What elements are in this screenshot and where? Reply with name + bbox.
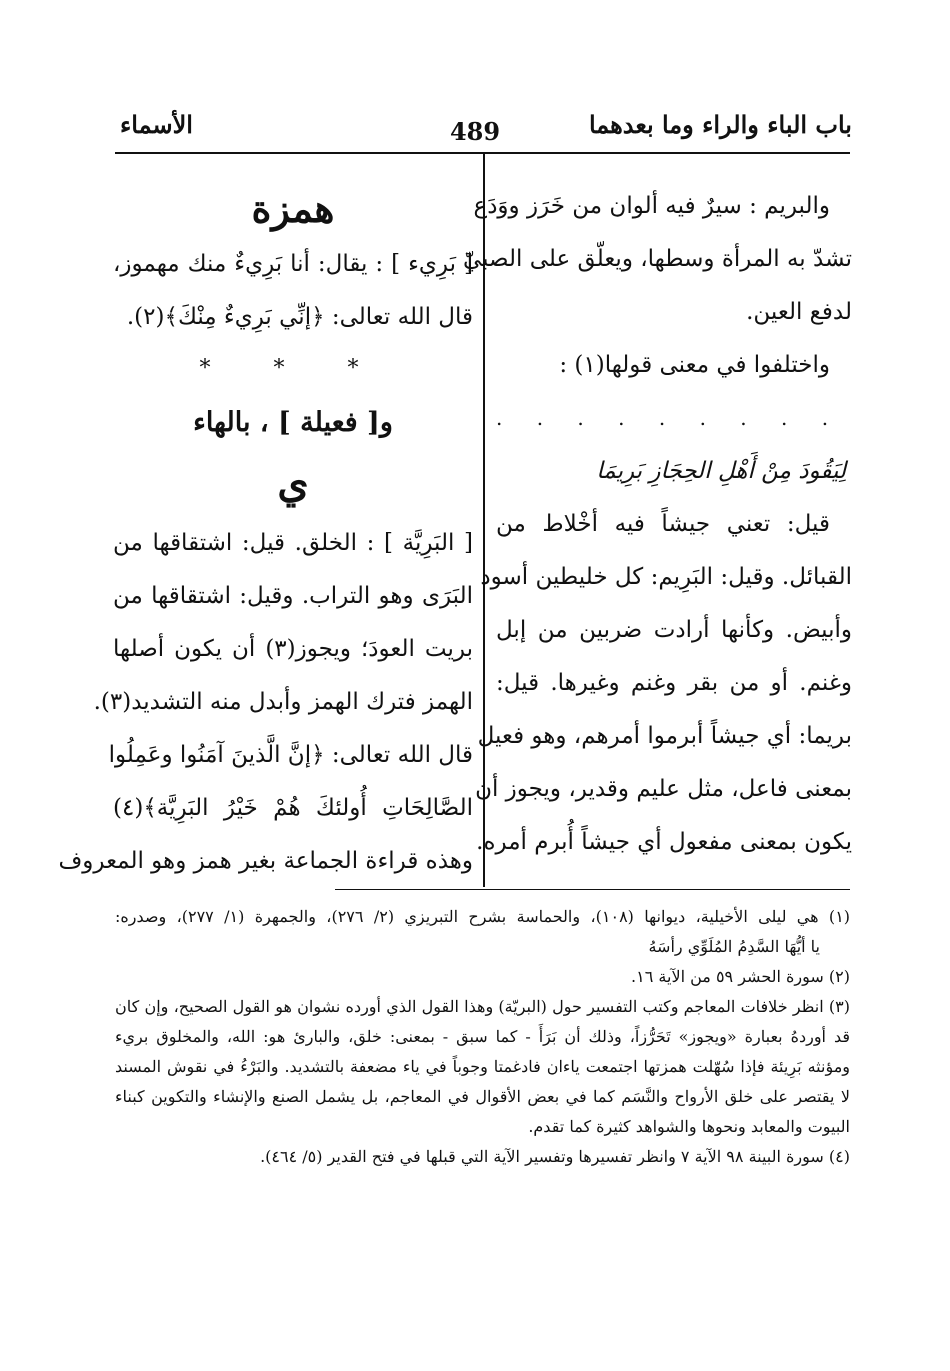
right-column [462,180,852,869]
running-header-section: الأسماء [120,110,193,139]
subheading: و[ فعيلة ] ، بالهاء [193,407,393,438]
text-line: واختلفوا في معنى قولها(١) : [559,352,830,378]
footnote-rule [335,889,850,890]
text-line: تشدّ به المرأة وسطها، ويعلّق على الصبيّ [462,246,852,272]
page-number: 489 [449,117,501,146]
footnote-line: (٣) انظر خلافات المعاجم وكتب التفسير حول (البريّة) وهذا القول الذي أورده نشوان هو القول الصحيح، وإن كان [115,997,850,1016]
text-line: الصَّالِحَاتِ أُولئكَ هُمْ خَيْرُ البَرِيَّة﴾(٤) [113,795,473,821]
text-line: الهمز فترك الهمز وأبدل منه التشديد(٣). [93,689,473,715]
footnote-line: ومؤنثه بَرِيئة فإذا سُهّلت همزتها اجتمعت ياءان فادغمتا وجوباً في ياء مضعفة بالتشديد. والبَرْءُ في نقوش المسند [115,1057,850,1076]
text-line: بمعنى فاعل، مثل عليم وقدير، ويجوز أن [475,776,852,802]
section-heading: همزة [251,186,335,231]
footnote-line: البيوت والمعابد ونحوها والشواهد كثيرة كما تقدم. [528,1117,850,1136]
letter-heading: ي [277,460,309,507]
footnote-line: قد أوردهُ بعبارة «ويجوز» تَحَرُّزاً، وذلك أن بَرَأَ - كما سبق - بمعنى: خلق، والبارئ هو: الله، والمخلوق بريء [115,1027,851,1046]
footnote-verse: يا أيُّهَا السَّدِمُ المُلَوِّي رأسَهُ [648,937,820,956]
text-line: وأبيض. وكأنها أرادت ضربين من إبل [496,617,852,643]
footnote-line: (٤) سورة البينة ٩٨ الآية ٧ وانظر تفسيرها وتفسير الآية التي قبلها في فتح القدير (٥/ ٤٦٤). [260,1147,850,1166]
footnote-line: لا يقتصر على خلق الأرواح والنَّسَم كما في بعض الأقوال في المعاجم، بل يشمل الصنع والإنشاء والتكوين كبناء [115,1087,850,1106]
text-line: قيل: تعني جيشاً فيه أخْلاط من [496,511,830,537]
text-line: وهذه قراءة الجماعة بغير همز وهو المعروف [58,848,473,874]
text-line: يكون بمعنى مفعول أي جيشاً أُبرم أمره. [476,829,852,855]
footnotes [115,902,850,1172]
left-column [58,180,473,888]
text-line: والبريم : سيرٌ فيه ألوان من خَرَز ووَدَع [473,193,830,219]
text-line: بريت العودَ؛ ويجوز(٣) أن يكون أصلها [113,636,473,662]
text-line: بريما: أي جيشاً أبرموا أمرهم، وهو فعيل [477,723,852,749]
footnote-line: (٢) سورة الحشر ٥٩ من الآية ١٦. [631,967,850,986]
ellipsis-line: . . . . . . . . . [496,406,843,430]
text-line: قال الله تعالى: ﴿إنَّ الَّذينَ آمَنُوا وعَمِلُوا [108,742,473,768]
text-line: [ البَرِيَّة ] : الخلق. قيل: اشتقاقها من [113,530,473,556]
running-header-chapter: باب الباء والراء وما بعدهما [588,110,852,139]
separator-asterisks: * * * [199,356,387,381]
text-line: وغنم. أو من بقر وغنم وغيرها. قيل: [496,670,852,696]
text-line: [ بَرِيء ] : يقال: أنا بَرِيءٌ منك مهموز، [113,251,473,277]
footnote-line: (١) هي ليلى الأخيلية، ديوانها (١٠٨)، والحماسة بشرح التبريزي (٢/ ٢٧٦)، والجمهرة (١/ ٢٧٧)، وصدره: [115,907,851,926]
text-line: قال الله تعالى: ﴿إنِّي بَرِيءٌ مِنْكَ﴾(٢). [126,304,473,330]
poetry-verse: لِيَقُودَ مِنْ أَهْلِ الحِجَازِ بَرِيمَا [596,458,846,484]
text-line: لدفع العين. [746,299,852,325]
text-line: البَرَى وهو التراب. وقيل: اشتقاقها من [113,583,473,609]
text-line: القبائل. وقيل: البَرِيم: كل خليطين أسود [480,564,852,590]
